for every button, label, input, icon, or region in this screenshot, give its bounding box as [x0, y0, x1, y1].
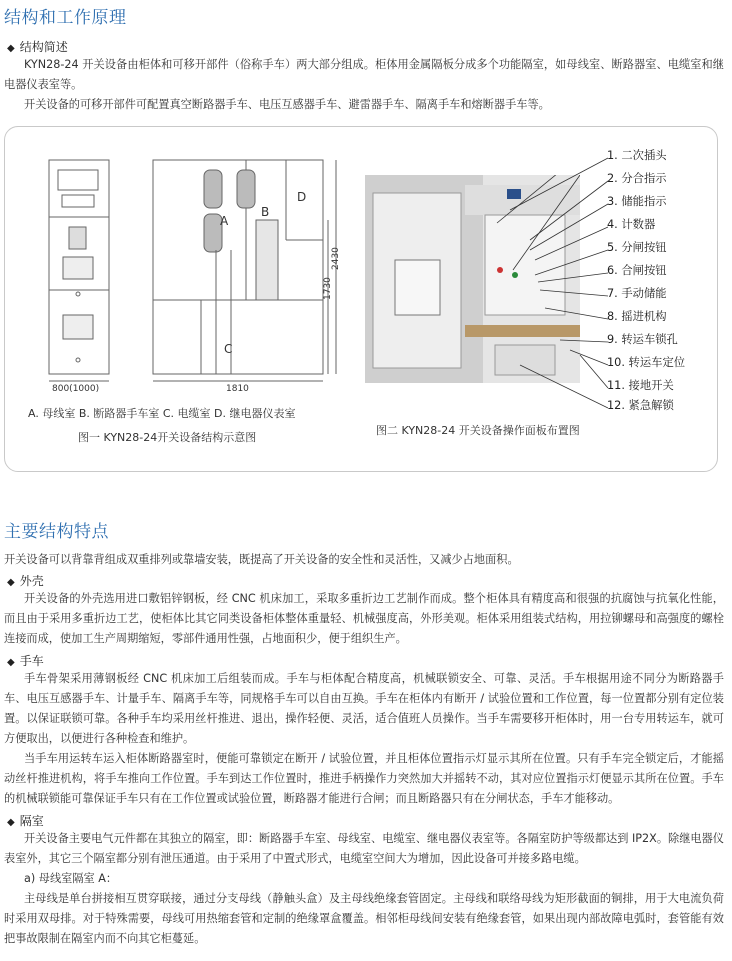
para-features-intro: 开关设备可以背靠背组成双重排列或靠墙安装，既提高了开关设备的安全性和灵活性，又减少占地面积。	[4, 553, 519, 566]
figure2-caption: 图二 KYN28-24 开关设备操作面板布置图	[376, 424, 580, 437]
bullet-trolley: ◆ 手车	[7, 652, 44, 669]
dim-height-lower: 1730	[323, 277, 333, 300]
compartment-d-letter: D	[297, 190, 307, 204]
callout-label-1: 1. 二次插头	[607, 149, 667, 162]
para-trolley-1: 手车骨架采用薄钢板经 CNC 机床加工后组装而成。手车与柜体配合精度高，机械联锁安全、可靠、灵活。手车根据用途不同分为断路器手车、电压互感器手车、计量手车、隔离手车等，同规格手车可以自由互换。手车在柜体内有断开 / 试验位置和工作位置，每一位置都分别有定位装置。以保证联锁可靠。各种手车均采用丝杆推进、退出，操作轻便、灵活，适合值班人员操作。当手车需要移开柜体时，用一台专用转运车，就可方便取出，以便进行各种检查和维护。	[4, 672, 724, 745]
para-structure-2: 开关设备的可移开部件可配置真空断路器手车、电压互感器手车、避雷器手车、隔离手车和熔断器手车等。	[24, 98, 550, 111]
para-compartment: 开关设备主要电气元件都在其独立的隔室，即：断路器手车室、母线室、电缆室、继电器仪表室等。各隔室防护等级都达到 IP2X。除继电器仪表室外，其它三个隔室都分别有泄压通道。由于采用了中置式形式，电缆室空间大为增加，因此设备可并接多路电缆。	[4, 832, 724, 865]
compartment-b-letter: B	[261, 205, 270, 219]
dim-height-total: 2430	[331, 247, 341, 270]
callout-label-3: 3. 储能指示	[607, 195, 667, 208]
section-title-features: 主要结构特点	[4, 522, 109, 542]
bullet-structure-overview: ◆ 结构简述	[7, 38, 68, 55]
bullet-shell: ◆ 外壳	[7, 572, 44, 589]
callout-lines	[500, 150, 610, 410]
figure1-caption: 图一 KYN28-24开关设备结构示意图	[78, 431, 257, 444]
callout-label-2: 2. 分合指示	[607, 172, 667, 185]
callout-label-8: 8. 摇进机构	[607, 310, 667, 323]
callout-label-7: 7. 手动储能	[607, 287, 667, 300]
para-busbar: 主母线是单台拼接相互贯穿联接，通过分支母线（静触头盒）及主母线绝缘套管固定。主母线和联络母线为矩形截面的铜排，用于大电流负荷时采用双母排。对于特殊需要，母线可用热缩套管和定制的绝缘罩盒覆盖。相邻柜母线间安装有绝缘套管，如果出现内部故障电弧时，套管能有效把事故限制在隔室内而不向其它柜蔓延。	[4, 892, 724, 945]
callout-label-5: 5. 分闸按钮	[607, 241, 667, 254]
callout-label-6: 6. 合闸按钮	[607, 264, 667, 277]
dim-depth: 1810	[226, 384, 249, 394]
compartment-a-letter: A	[220, 214, 229, 228]
callout-label-4: 4. 计数器	[607, 218, 656, 231]
compartment-c-letter: C	[224, 342, 233, 356]
figure1-legend: A. 母线室 B. 断路器手车室 C. 电缆室 D. 继电器仪表室	[28, 407, 296, 420]
callout-label-11: 11. 接地开关	[607, 379, 674, 392]
para-trolley-2: 当手车用运转车运入柜体断路器室时，便能可靠锁定在断开 / 试验位置，并且柜体位置指示灯显示其所在位置。只有手车完全锁定后，才能摇动丝杆推进机构，将手车推向工作位置。手车到达工作位置时，推进手柄操作力突然加大并摇转不动，其对应位置指示灯便显示其所在位置。手车的机械联锁能可靠保证手车只有在工作位置或试验位置，断路器才能进行合闸；而且断路器只有在分闸状态，手车才能移动。	[4, 752, 724, 805]
callout-label-9: 9. 转运车锁孔	[607, 333, 678, 346]
para-structure-1: KYN28-24 开关设备由柜体和可移开部件（俗称手车）两大部分组成。柜体用金属隔板分成多个功能隔室，如母线室、断路器室、电缆室和继电器仪表室等。	[4, 58, 724, 91]
bullet-compartment: ◆ 隔室	[7, 812, 44, 829]
figure1-drawing	[16, 150, 346, 400]
subheading-busbar-compartment: a) 母线室隔室 A：	[24, 872, 118, 885]
section-title-structure: 结构和工作原理	[4, 8, 127, 28]
para-shell: 开关设备的外壳选用进口敷铝锌钢板，经 CNC 机床加工，采取多重折边工艺制作而成。整个柜体具有精度高和很强的抗腐蚀与抗氧化性能，而且由于采用多重折边工艺，使柜体比其它同类设备柜体整体重量轻、机械强度高，外形美观。柜体采用组装式结构，用拉铆螺母和高强度的螺栓连接而成，使加工生产周期缩短，零部件通用性强，占地面积少，便于组织生产。	[4, 592, 724, 645]
dim-width: 800(1000)	[52, 384, 100, 394]
callout-label-10: 10. 转运车定位	[607, 356, 686, 369]
callout-label-12: 12. 紧急解锁	[607, 399, 674, 412]
